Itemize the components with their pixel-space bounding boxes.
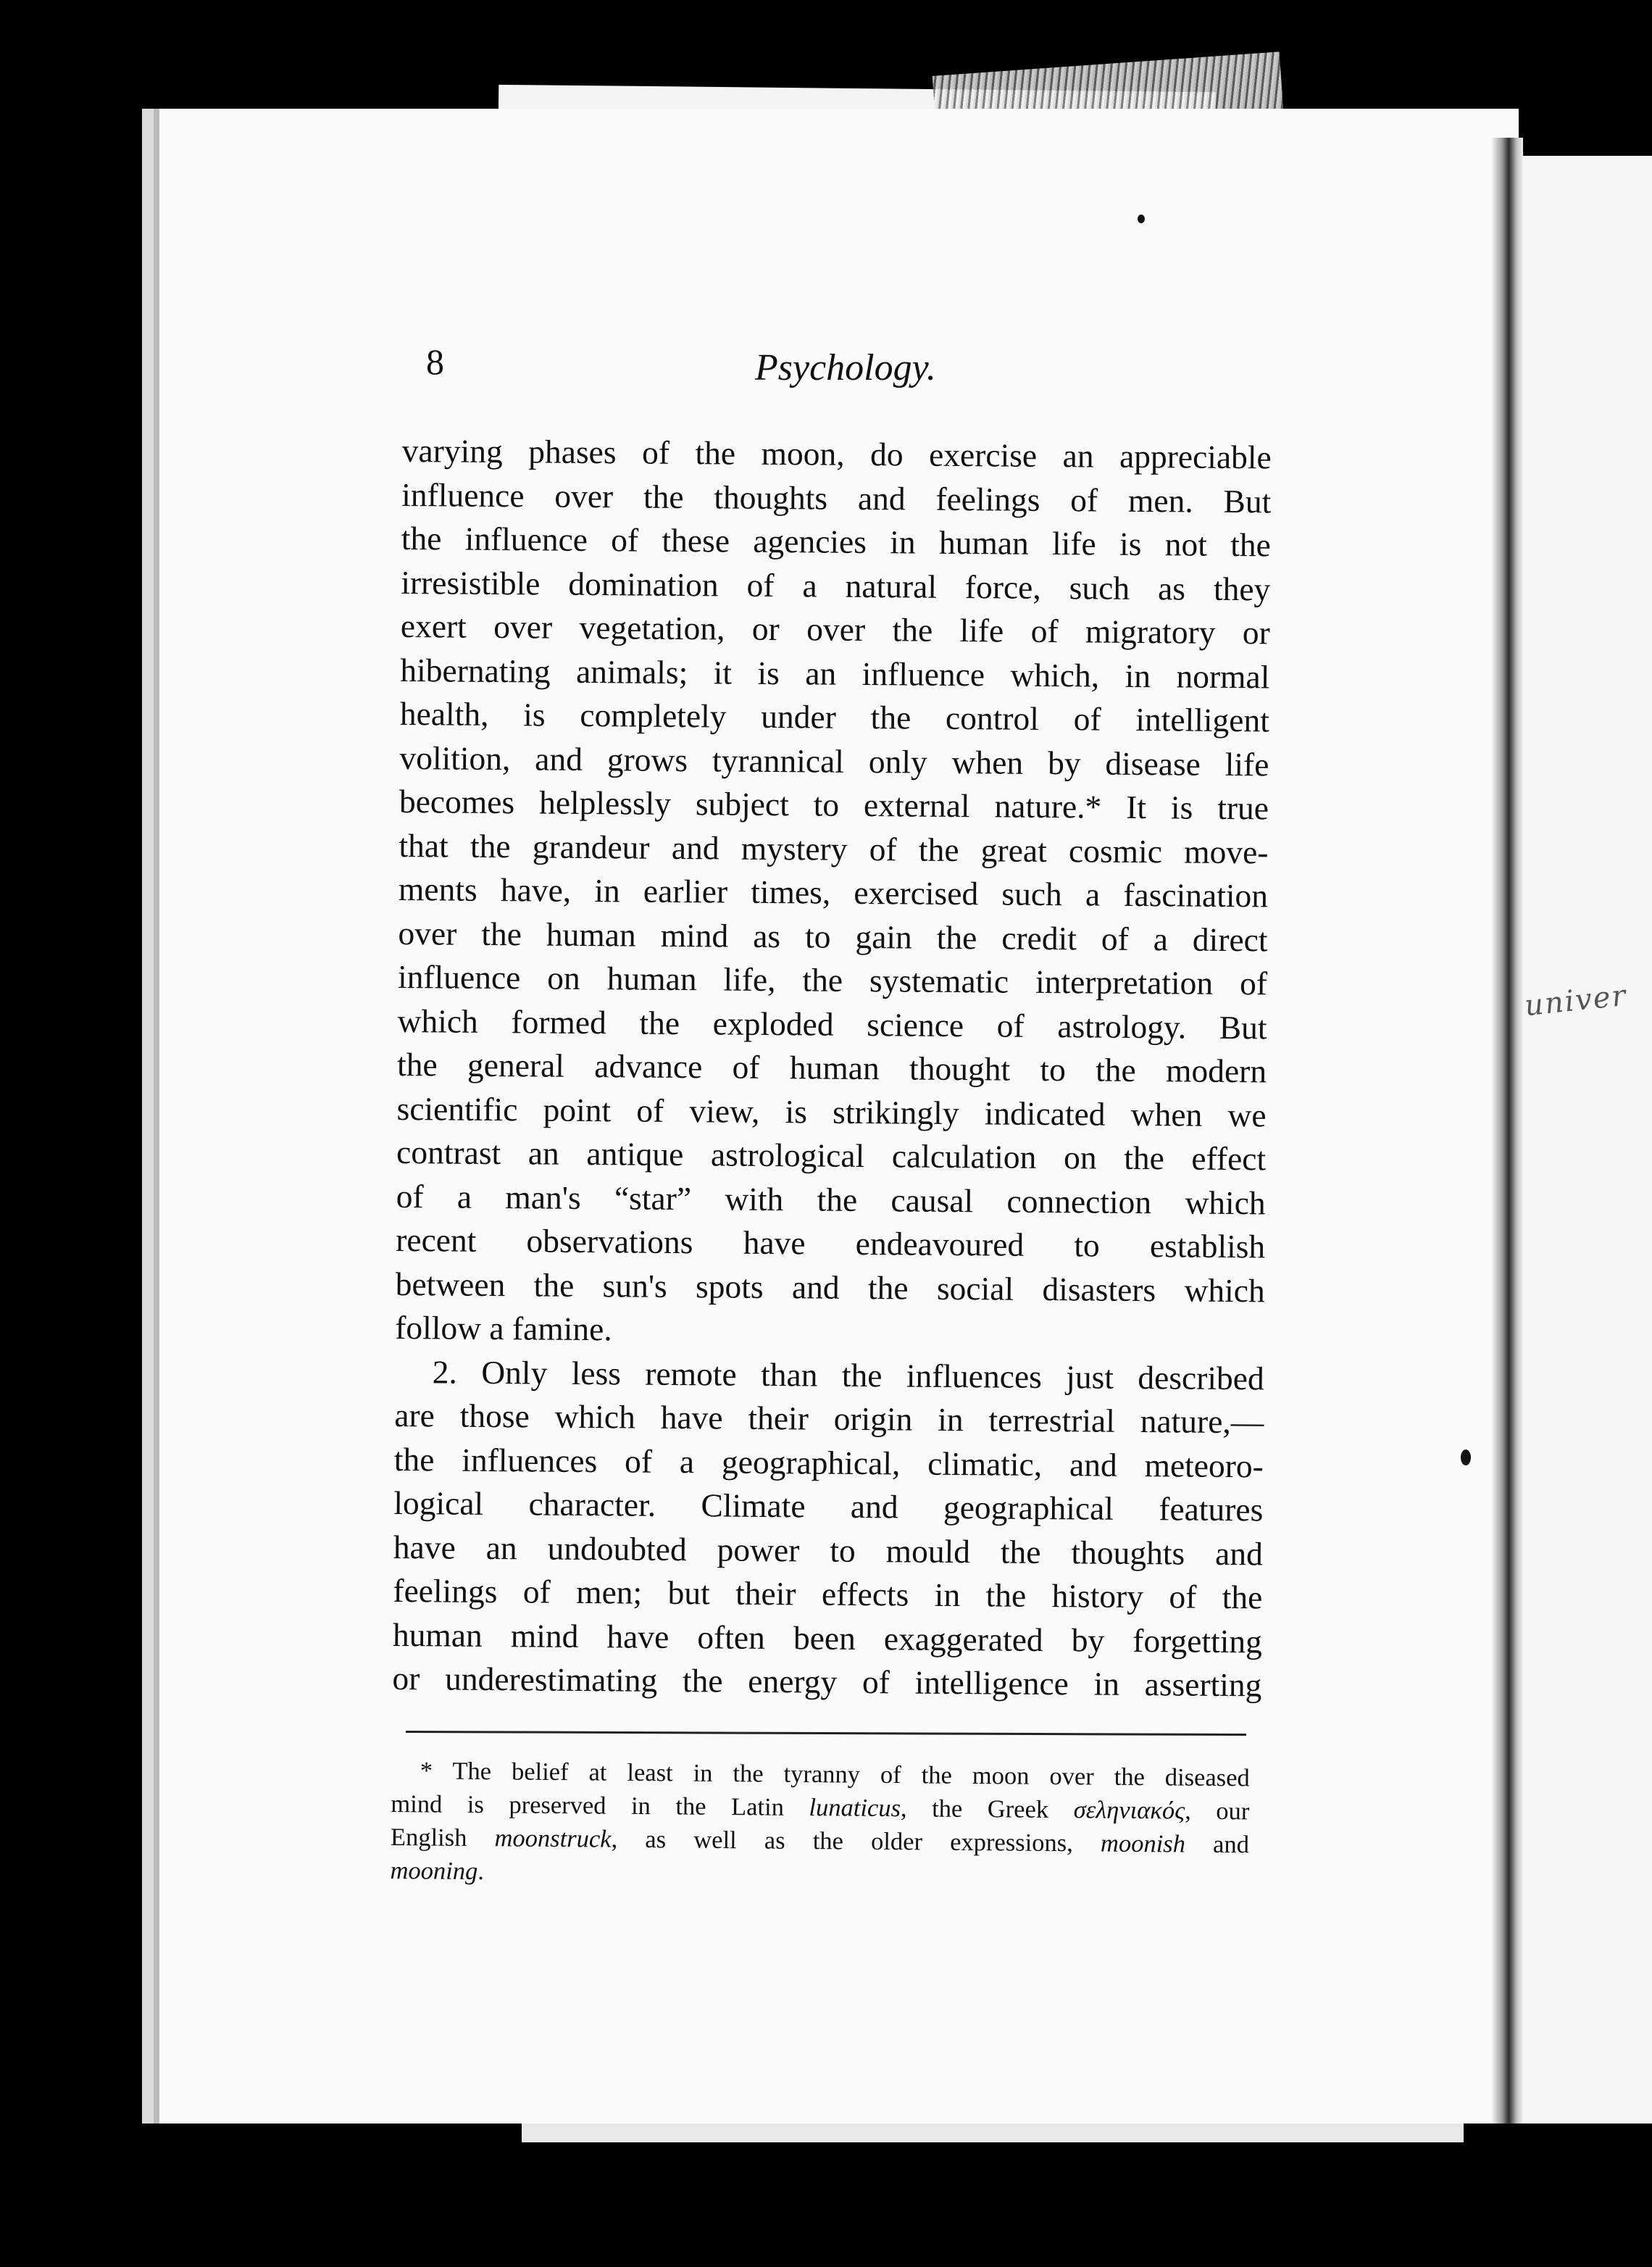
text-line: follow a famine. (395, 1308, 612, 1348)
text-line: the general advance of human thought to the modern (396, 1045, 1267, 1090)
text-line: the influence of these agencies in human life is not the (401, 519, 1271, 564)
footnote-greek-term: σεληνιακός (1073, 1796, 1185, 1825)
text-line: irresistible domination of a natural force, such as they (401, 563, 1271, 607)
text-line: influence over the thoughts and feelings of men. But (401, 475, 1272, 520)
page-number: 8 (426, 341, 444, 382)
speck (1461, 1449, 1471, 1465)
text-line: becomes helplessly subject to external nature.* It is true (399, 782, 1269, 827)
text-line: between the sun's spots and the social disasters which (395, 1265, 1265, 1309)
page-gutter (1491, 138, 1523, 2124)
text-line: 2. Only less remote than the influences just described (432, 1352, 1264, 1397)
text-line: recent observations have endeavoured to establish (396, 1220, 1266, 1265)
text-line: health, is completely under the control of intelligent (399, 694, 1270, 739)
footnote-text: and (1185, 1830, 1250, 1859)
facing-page (1507, 156, 1652, 2124)
handwritten-margin-note: univer (1522, 978, 1629, 1023)
text-line: feelings of men; but their effects in the history of the (393, 1571, 1263, 1616)
footnote-text: , the Greek (900, 1794, 1074, 1824)
footnote-text: . (477, 1858, 485, 1886)
text-line: exert over vegetation, or over the life of migratory or (400, 607, 1271, 652)
text-line: volition, and grows tyrannical only when by disease life (399, 739, 1269, 783)
text-line: logical character. Climate and geographical features (393, 1484, 1264, 1528)
text-line: over the human mind as to gain the credit of a direct (398, 914, 1268, 958)
body-text (392, 429, 1272, 1707)
text-line: which formed the exploded science of astrology. But (397, 1002, 1267, 1046)
footnote-text: * The belief at least in the tyranny of the moon over the diseased (420, 1757, 1250, 1792)
text-line: hibernating animals; it is an influence which, in normal (400, 651, 1270, 695)
text-line: or underestimating the energy of intelligence in asserting (392, 1659, 1262, 1704)
text-line: are those which have their origin in terrestrial nature,— (394, 1396, 1264, 1441)
footnote-english-term: moonish (1100, 1829, 1186, 1858)
text-line: contrast an antique astrological calculation on the effect (396, 1133, 1267, 1178)
text-line: scientific point of view, is strikingly indicated when we (396, 1089, 1267, 1134)
text-line: influence on human life, the systematic interpretation of (397, 957, 1268, 1002)
text-line: varying phases of the moon, do exercise an appreciable (401, 431, 1272, 476)
footnote-text: English (390, 1823, 495, 1852)
text-line: have an undoubted power to mould the thoughts and (393, 1528, 1264, 1572)
footnote-text: mind is preserved in the Latin (391, 1789, 809, 1822)
footnote-english-term: mooning (390, 1856, 478, 1886)
scan-edge-bottom (522, 2122, 1464, 2142)
footnote-latin-term: lunaticus (809, 1794, 901, 1823)
text-line: ments have, in earlier times, exercised such a fascination (398, 870, 1269, 915)
text-line: of a man's “star” with the causal connection which (396, 1177, 1266, 1221)
speck (1138, 215, 1145, 223)
text-line: that the grandeur and mystery of the great cosmic move- (399, 826, 1269, 870)
running-head: Psychology. (755, 347, 936, 388)
text-line: human mind have often been exaggerated by forgetting (392, 1615, 1263, 1660)
footnote-text: , as well as the older expressions, (611, 1825, 1101, 1858)
footnote-text: , our (1185, 1797, 1250, 1826)
footnote (390, 1754, 1250, 1894)
text-line: the influences of a geographical, climatic, and meteoro- (393, 1440, 1264, 1484)
footnote-english-term: moonstruck (494, 1824, 612, 1853)
